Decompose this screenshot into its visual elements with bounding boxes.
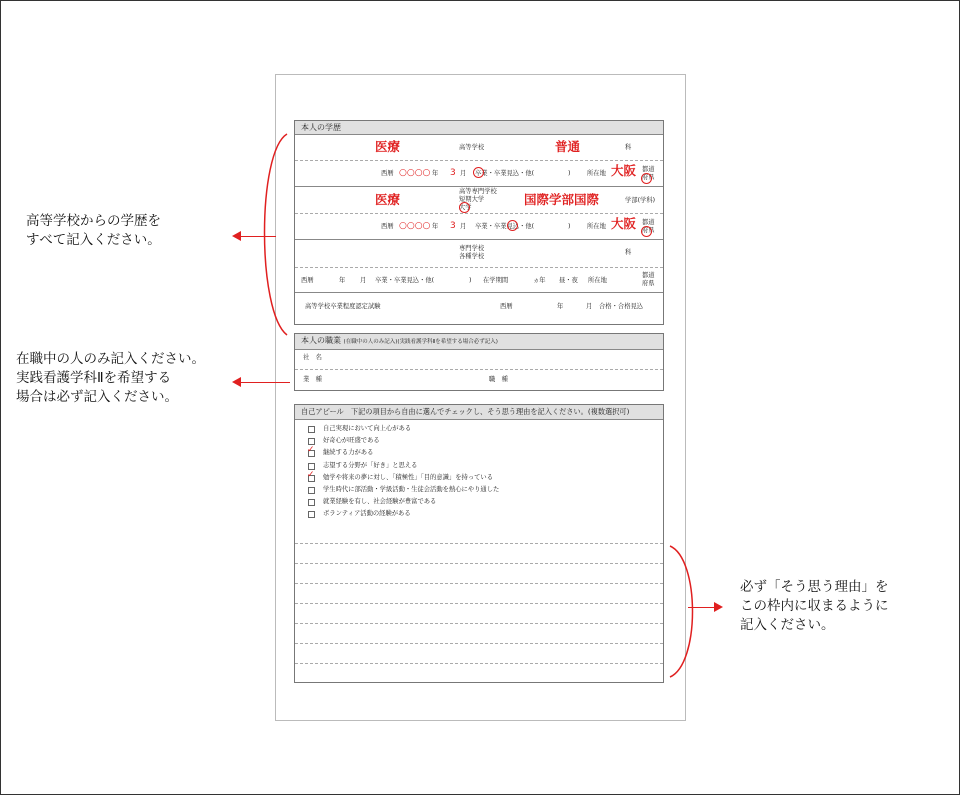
status-close: ) xyxy=(568,170,571,177)
appeal-item-label: 就業経験を有し、社会経験が豊富である xyxy=(323,498,437,506)
year-label: 年 xyxy=(432,223,439,230)
employment-arrow-head xyxy=(232,377,241,387)
education-note: 高等学校からの学歴を すべて記入ください。 xyxy=(26,213,161,248)
college-name: 医療 xyxy=(375,192,401,207)
checkmark-icon: ✓ xyxy=(307,445,315,456)
education-brace xyxy=(255,132,295,337)
grad-month: 3 xyxy=(450,168,456,178)
college-type-2: 短期大学 xyxy=(459,196,485,203)
period-label: 在学期間 xyxy=(483,277,509,284)
pref-label-1: 都道 xyxy=(642,219,655,226)
row-divider xyxy=(295,239,663,240)
era-label: 西暦 xyxy=(381,223,394,230)
year-label: 年 xyxy=(339,277,346,284)
writing-line xyxy=(295,663,663,664)
year-label: 年 xyxy=(557,303,564,310)
appeal-item-label: 勉学や将来の夢に対し、「積極性」「目的意識」を持っている xyxy=(323,473,494,481)
company-label: 社 名 xyxy=(303,354,322,361)
location-label: 所在地 xyxy=(587,170,606,177)
month-label: 月 xyxy=(586,303,593,310)
grad-year: ○○○○ xyxy=(399,221,431,231)
appeal-item-label: 志望する分野が「好き」と思える xyxy=(323,461,418,469)
month-label: 月 xyxy=(460,223,467,230)
job-label: 職 種 xyxy=(489,376,508,383)
appeal-item-label: 学生時代に部活動・学級活動・生徒会活動を熱心にやり通した xyxy=(323,486,500,493)
writing-line xyxy=(295,583,663,584)
grad-status: 卒業・卒業見込・他( xyxy=(375,277,435,284)
pref-circle xyxy=(641,226,652,237)
status-circle xyxy=(473,167,484,178)
location-value: 大阪 xyxy=(611,163,637,178)
checkmark-icon: ✓ xyxy=(307,469,315,480)
daynight-label: 昼・夜 xyxy=(559,277,578,284)
writing-line xyxy=(295,603,663,604)
self-appeal-title: 自己アピール 下記の項目から自由に選んでチェックし、そう思う理由を記入ください。(複数選択可) xyxy=(295,405,663,420)
college-type-1: 高等専門学校 xyxy=(459,188,497,195)
writing-line xyxy=(295,643,663,644)
industry-label: 業 種 xyxy=(303,376,322,383)
appeal-checkbox[interactable] xyxy=(308,499,315,506)
dept-suffix: 学部(学科) xyxy=(625,197,656,204)
appeal-arrow-head xyxy=(714,602,723,612)
location-value: 大阪 xyxy=(611,216,637,231)
cert-result: 合格・合格見込 xyxy=(599,303,644,310)
pref-label-1: 都道 xyxy=(642,166,655,173)
writing-line xyxy=(295,543,663,544)
employment-title: 本人の職業 xyxy=(301,336,341,345)
college-type-3: 大学 xyxy=(459,204,472,211)
certification-label: 高等学校卒業程度認定試験 xyxy=(305,303,381,310)
education-section xyxy=(294,120,664,325)
status-close: ) xyxy=(469,277,472,284)
appeal-checkbox[interactable] xyxy=(308,426,315,433)
employment-note: 在職中の人のみ記入ください。 実践看護学科Ⅱを希望する 場合は必ず記入ください。 xyxy=(16,351,205,405)
appeal-item-label: 自己実現において向上心がある xyxy=(323,425,412,432)
era-label: 西暦 xyxy=(381,170,394,177)
pref-label-1: 都道 xyxy=(642,272,655,279)
row-divider xyxy=(295,369,663,370)
appeal-checkbox[interactable] xyxy=(308,511,315,518)
location-label: 所在地 xyxy=(588,277,607,284)
education-title: 本人の学歴 xyxy=(295,121,663,135)
employment-section xyxy=(294,333,664,391)
status-close: ) xyxy=(568,223,571,230)
appeal-checkbox[interactable] xyxy=(308,487,315,494)
high-school-name: 医療 xyxy=(375,139,401,154)
high-school-course: 普通 xyxy=(555,139,581,154)
appeal-checkbox[interactable] xyxy=(308,438,315,445)
writing-line xyxy=(295,623,663,624)
pref-label-2: 府県 xyxy=(642,227,655,234)
year-label: 年 xyxy=(432,170,439,177)
appeal-brace xyxy=(665,544,705,679)
college-type-circle xyxy=(459,202,470,213)
high-school-type: 高等学校 xyxy=(459,144,485,151)
grad-status: 卒業・卒業見込・他( xyxy=(475,223,535,230)
row-divider xyxy=(295,186,663,187)
appeal-item-label: 好奇心が旺盛である xyxy=(323,437,380,445)
pref-circle xyxy=(641,173,652,184)
grad-year: ○○○○ xyxy=(399,168,431,178)
pref-label-2: 府県 xyxy=(642,174,655,181)
month-label: 月 xyxy=(360,277,367,284)
location-label: 所在地 xyxy=(587,223,606,230)
appeal-checkbox[interactable] xyxy=(308,463,315,470)
appeal-item-label: 継続する力がある xyxy=(323,449,374,457)
writing-line xyxy=(295,563,663,564)
appeal-arrow-line xyxy=(688,607,716,608)
vocational-type-1: 専門学校 xyxy=(459,245,485,252)
self-appeal-section xyxy=(294,404,664,683)
application-form-sheet xyxy=(275,74,686,721)
years-label: ヵ年 xyxy=(533,277,546,284)
employment-arrow-line xyxy=(240,382,290,383)
era-label: 西暦 xyxy=(301,277,314,284)
row-divider xyxy=(295,160,663,161)
course-suffix: 科 xyxy=(625,144,632,151)
vocational-suffix: 科 xyxy=(625,249,632,256)
row-divider xyxy=(295,292,663,293)
appeal-item-label: ボランティア活動の経験がある xyxy=(323,510,411,518)
pref-label-2: 府県 xyxy=(642,280,655,287)
appeal-note: 必ず「そう思う理由」を この枠内に収まるように 記入ください。 xyxy=(740,579,889,633)
education-arrow-line xyxy=(240,236,276,237)
status-circle xyxy=(507,220,518,231)
row-divider xyxy=(295,267,663,268)
college-dept: 国際学部国際 xyxy=(524,192,600,207)
grad-status: 卒業・卒業見込・他( xyxy=(475,170,535,177)
era-label: 西暦 xyxy=(500,303,513,310)
grad-month: 3 xyxy=(450,221,456,231)
employment-subtitle: (在職中の人のみ記入)(実践看護学科Ⅱを希望する場合必ず記入) xyxy=(343,339,498,345)
vocational-type-2: 各種学校 xyxy=(459,253,485,260)
employment-header xyxy=(295,334,663,350)
education-arrow-head xyxy=(232,231,241,241)
row-divider xyxy=(295,213,663,214)
month-label: 月 xyxy=(460,170,467,177)
